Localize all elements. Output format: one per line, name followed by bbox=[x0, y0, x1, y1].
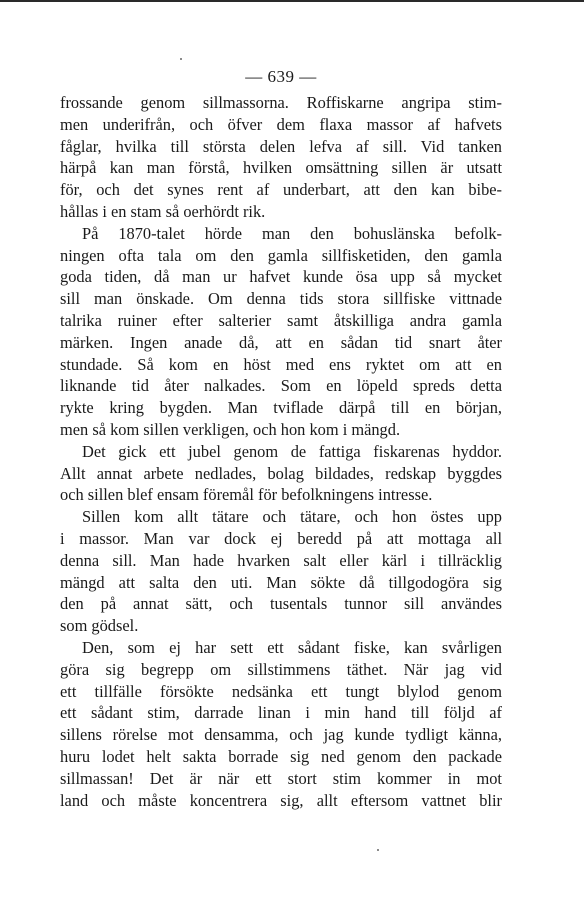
paragraph bbox=[60, 223, 502, 441]
text-line: den på annat sätt, och tusentals tunnor sill användes bbox=[60, 594, 502, 614]
text-line: huru lodet helt sakta borrade sig ned genom den packade bbox=[60, 746, 502, 766]
text-line: rykte kring bygden. Man tviflade därpå till en början, bbox=[60, 398, 502, 418]
paragraph bbox=[60, 506, 502, 637]
text-line: i massor. Man var dock ej beredd på att mottaga all bbox=[60, 528, 502, 548]
paragraph bbox=[60, 441, 502, 506]
text-line: sillmassan! Det är när ett stort stim kommer in mot bbox=[60, 768, 502, 788]
text-line: stundade. Så kom en höst med ens ryktet om att en bbox=[60, 354, 502, 374]
text-line: frossande genom sillmassorna. Roffiskarne angripa stim- bbox=[60, 93, 502, 112]
text-line: som gödsel. bbox=[60, 616, 139, 636]
text-line: härpå kan man förstå, hvilken omsättning sillen är utsatt bbox=[60, 158, 502, 178]
text-line: Allt annat arbete nedlades, bolag bildades, redskap byggdes bbox=[60, 463, 502, 483]
text-line: ett sådant stim, darrade linan i min hand till följd af bbox=[60, 703, 502, 723]
text-line: fåglar, hvilka till största delen lefva af sill. Vid tanken bbox=[60, 136, 502, 156]
text-line: denna sill. Man hade hvarken salt eller kärl i tillräcklig bbox=[60, 550, 502, 570]
text-line: för, och det synes rent af underbart, att den kan bibe- bbox=[60, 180, 502, 200]
text-line: land och måste koncentrera sig, allt eftersom vattnet blir bbox=[60, 790, 502, 810]
paragraph bbox=[60, 92, 502, 223]
page-top-edge bbox=[0, 0, 584, 2]
text-line: Den, som ej har sett ett sådant fiske, kan svårligen bbox=[82, 637, 502, 657]
text-line: mängd att salta den uti. Man sökte då tillgodogöra sig bbox=[60, 572, 502, 592]
text-line: liknande tid åter nalkades. Som en löpeld spreds detta bbox=[60, 376, 502, 396]
text-line: ningen ofta tala om den gamla sillfisketiden, den gamla bbox=[60, 245, 502, 265]
book-page bbox=[60, 62, 502, 811]
text-line: märken. Ingen anade då, att en sådan tid snart åter bbox=[60, 332, 502, 352]
paragraph bbox=[60, 637, 502, 811]
paper-speck bbox=[377, 849, 379, 851]
page-number: — 639 — bbox=[245, 67, 317, 86]
paper-speck bbox=[180, 58, 182, 60]
text-line: hållas i en stam så oerhördt rik. bbox=[60, 201, 266, 221]
text-line: sillens rörelse mot densamma, och jag kunde tydligt känna, bbox=[60, 725, 502, 745]
text-line: göra sig begrepp om sillstimmens täthet. När jag vid bbox=[60, 659, 502, 679]
text-line: men underifrån, och öfver dem flaxa massor af hafvets bbox=[60, 114, 502, 134]
body-text bbox=[60, 92, 502, 811]
text-line: Det gick ett jubel genom de fattiga fiskarenas hyddor. bbox=[82, 441, 502, 461]
text-line: sill man önskade. Om denna tids stora sillfiske vittnade bbox=[60, 289, 502, 309]
text-line: men så kom sillen verkligen, och hon kom i mängd. bbox=[60, 419, 401, 439]
text-line: goda tiden, då man ur hafvet kunde ösa upp så mycket bbox=[60, 267, 502, 287]
text-line: På 1870-talet hörde man den bohuslänska befolk- bbox=[82, 223, 502, 243]
text-line: talrika ruiner efter salterier samt åtskilliga andra gamla bbox=[60, 310, 502, 330]
text-line: ett tillfälle försökte nedsänka ett tungt blylod genom bbox=[60, 681, 502, 701]
text-line: Sillen kom allt tätare och tätare, och hon östes upp bbox=[82, 507, 502, 527]
text-line: och sillen blef ensam föremål för befolkningens intresse. bbox=[60, 485, 433, 505]
